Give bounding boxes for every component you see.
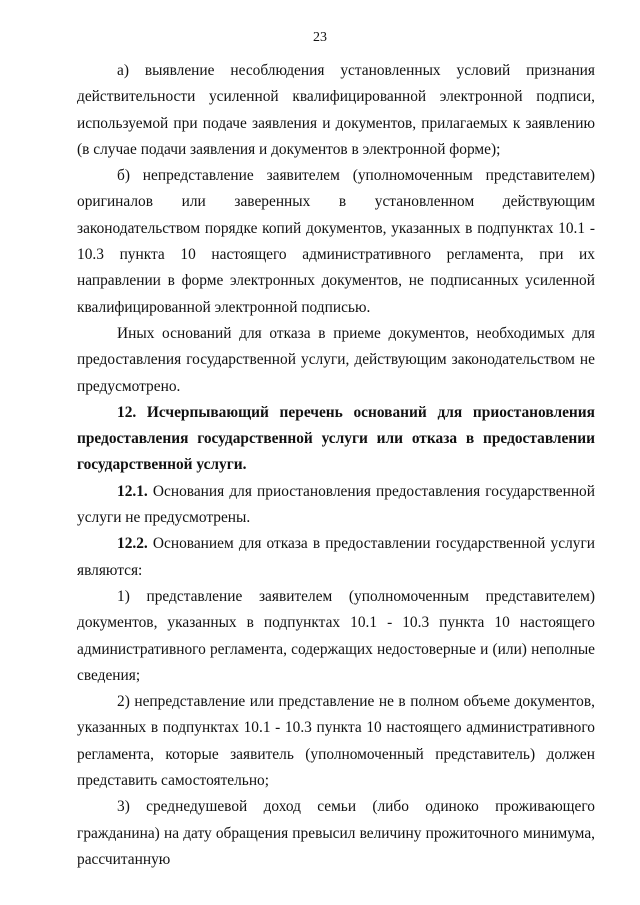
- paragraph-item-2: 2) непредставление или представление не в полном объеме документов, указанных в подпунктах 10.1 - 10.3 пункта 10 настоящего административного регламента, которые заявитель (уполномоченный представитель) должен представить самостоятельно;: [77, 693, 595, 790]
- paragraph-item-3: 3) среднедушевой доход семьи (либо одиноко проживающего гражданина) на дату обращения превысил величину прожиточного минимума, рассчитанную: [77, 798, 595, 868]
- clause-text-12-2: Основанием для отказа в предоставлении государственной услуги являются:: [77, 535, 595, 579]
- page-number: 23: [313, 30, 327, 45]
- clause-number-12-2: 12.2.: [117, 535, 148, 553]
- document-body: [77, 58, 595, 873]
- paragraph-item-a: а) выявление несоблюдения установленных условий признания действительности усиленной квалифицированной электронной подписи, используемой при подаче заявления и документов, прилагаемых к заявлению (в случае подачи заявления и документов в электронной форме);: [77, 62, 595, 158]
- paragraph-item-b: б) непредставление заявителем (уполномоченным представителем) оригиналов или заверенных в установленном действующим законодательством порядке копий документов, указанных в подпунктах 10.1 - 10.3 пункта 10 настоящего административного регламента, при их направлении в форме электронных документов, не подписанных усиленной квалифицированной электронной подписью.: [77, 167, 595, 316]
- clause-text-12-1: Основания для приостановления предоставления государственной услуги не предусмотрены.: [77, 482, 595, 527]
- paragraph-12-1: [77, 479, 595, 532]
- paragraph-12-2: [77, 531, 595, 584]
- section-heading-12: 12. Исчерпывающий перечень оснований для приостановления предоставления государственной услуги или отказа в предоставлении государственной услуги.: [77, 403, 595, 474]
- clause-number-12-1: 12.1.: [117, 482, 148, 500]
- paragraph-item-1: 1) представление заявителем (уполномоченным представителем) документов, указанных в подпунктах 10.1 - 10.3 пункта 10 настоящего административного регламента, содержащих недостоверные и (или) неполные сведения;: [77, 587, 595, 684]
- paragraph-no-other-grounds: Иных оснований для отказа в приеме документов, необходимых для предоставления государственной услуги, действующим законодательством не предусмотрено.: [77, 324, 595, 395]
